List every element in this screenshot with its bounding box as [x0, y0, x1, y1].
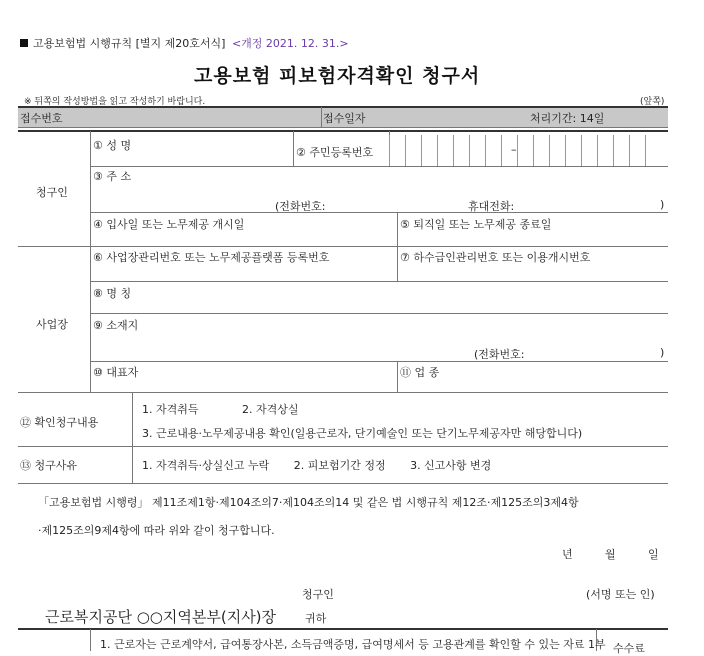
signature-claimant-label: 청구인 — [302, 588, 334, 601]
workplace-phone-label: (전화번호: — [474, 348, 525, 361]
location-label: ⑨ 소재지 — [93, 319, 139, 332]
processing-period: 처리기간: 14일 — [530, 112, 605, 125]
declaration-line-1: 「고용보험법 시행령」 제11조제1항·제104조의7·제104조의14 및 같은 법 시행규칙 제12조·제125조의3제4항 — [38, 496, 579, 509]
request-content-label: ⑫ 확인청구내용 — [20, 416, 99, 429]
square-bullet-icon — [20, 39, 28, 47]
attachment-item-1: 1. 근로자는 근로계약서, 급여통장사본, 소득금액증명, 급여명세서 등 고용관계를 확인할 수 있는 자료 1부 — [100, 638, 606, 651]
receipt-number-label: 접수번호 — [20, 112, 63, 125]
declaration-line-2: ·제125조의9제4항에 따라 위와 같이 청구합니다. — [38, 524, 275, 537]
page-side: (앞쪽) — [640, 97, 665, 107]
rrn-label: ② 주민등록번호 — [296, 146, 374, 159]
form-reference — [20, 35, 349, 51]
option-loss[interactable]: 2. 자격상실 — [242, 403, 299, 416]
business-type-label: ⑪ 업 종 — [400, 366, 440, 379]
reason-options[interactable]: 1. 자격취득·상실신고 누락 2. 피보험기간 정정 3. 신고사항 변경 — [142, 459, 492, 472]
address-label: ③ 주 소 — [93, 170, 132, 183]
leave-date-label: ⑤ 퇴직일 또는 노무제공 종료일 — [400, 218, 552, 231]
join-date-label: ④ 입사일 또는 노무제공 개시일 — [93, 218, 245, 231]
date-month: 월 — [605, 548, 616, 561]
phone-close-paren: ) — [660, 198, 665, 211]
workplace-section-label: 사업장 — [36, 318, 68, 331]
workplace-name-label: ⑧ 명 칭 — [93, 287, 132, 300]
form-ref-text: 고용보험법 시행규칙 [별지 제20호서식] — [33, 37, 226, 50]
receipt-date-label: 접수일자 — [323, 112, 366, 125]
subcontract-number-label: ⑦ 하수급인관리번호 또는 이용개시번호 — [400, 251, 591, 264]
workplace-phone-close: ) — [660, 346, 665, 359]
request-reason-label: ⑬ 청구사유 — [20, 459, 78, 472]
recipient: 근로복지공단 ○○지역본부(지사)장 — [45, 608, 277, 626]
form-title: 고용보험 피보험자격확인 청구서 — [194, 65, 481, 87]
rrn-field[interactable] — [390, 133, 668, 163]
signature-hint: (서명 또는 인) — [586, 588, 655, 601]
name-label: ① 성 명 — [93, 139, 132, 152]
address-field[interactable] — [140, 168, 660, 192]
instruction-note: ※ 뒤쪽의 작성방법을 읽고 작성하기 바랍니다. — [24, 97, 206, 107]
name-field[interactable] — [140, 133, 290, 163]
date-day: 일 — [648, 548, 659, 561]
representative-label: ⑩ 대표자 — [93, 366, 139, 379]
phone-label: (전화번호: — [275, 200, 326, 213]
date-year: 년 — [562, 548, 573, 561]
option-work-content[interactable]: 3. 근로내용·노무제공내용 확인(일용근로자, 단기예술인 또는 단기노무제공자만 해당합니다) — [142, 427, 583, 440]
recipient-suffix: 귀하 — [305, 612, 327, 625]
revision-note: <개정 2021. 12. 31.> — [231, 37, 349, 50]
fee-label: 수수료 — [613, 642, 645, 655]
rrn-dash: – — [511, 143, 517, 156]
option-acquisition[interactable]: 1. 자격취득 — [142, 403, 199, 416]
claimant-section-label: 청구인 — [36, 186, 68, 199]
mgmt-number-label: ⑥ 사업장관리번호 또는 노무제공플랫폼 등록번호 — [93, 251, 330, 264]
mobile-label: 휴대전화: — [468, 200, 515, 213]
